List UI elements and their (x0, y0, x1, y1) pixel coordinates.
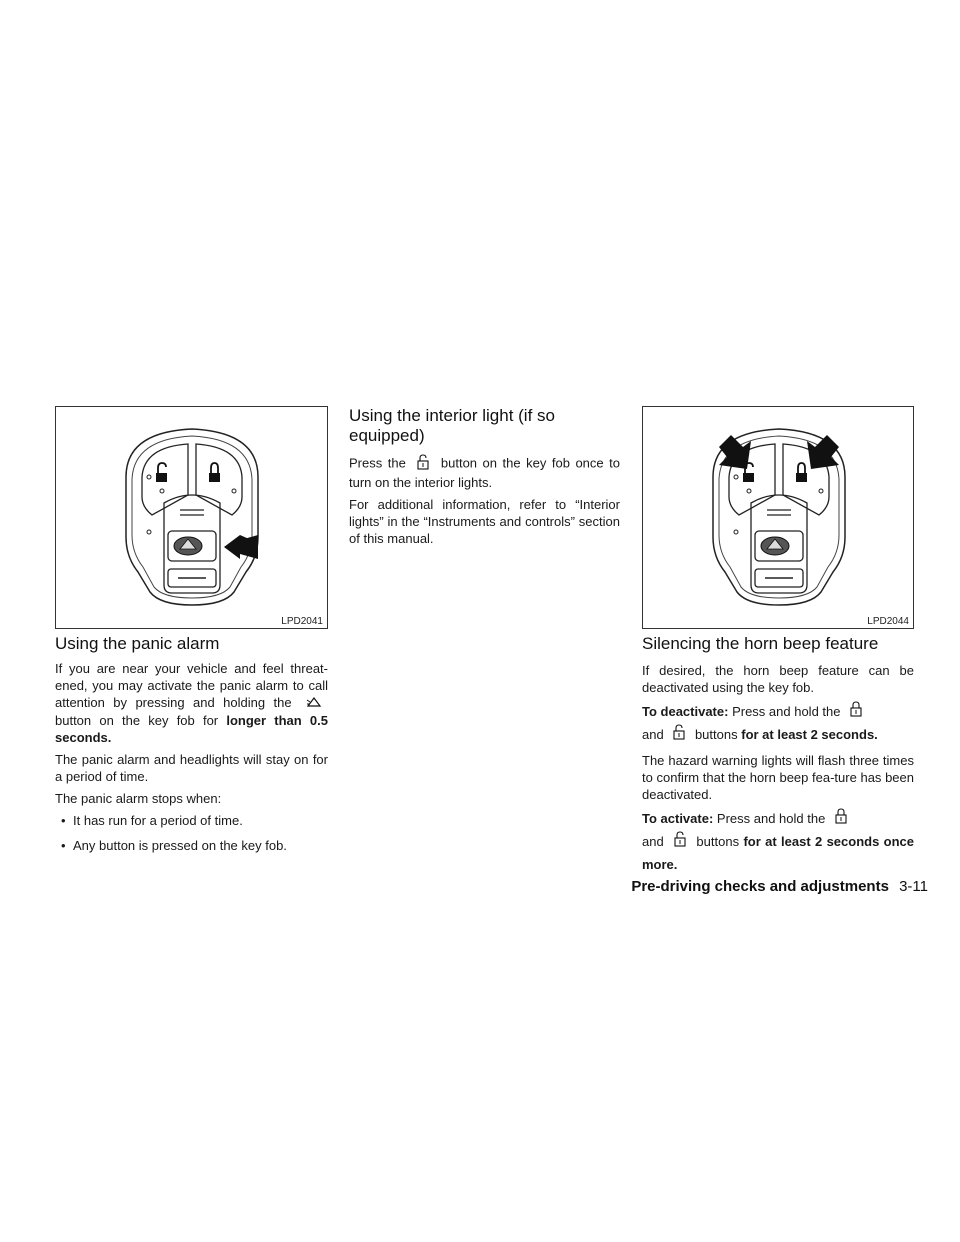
horn-beep-heading: Silencing the horn beep feature (642, 634, 879, 653)
hazard-confirmation-text: The hazard warning lights will flash three times to confirm that the horn beep fea-ture has been deactivated. (642, 753, 914, 803)
horn-beep-intro: If desired, the horn beep feature can be deactivated using the key fob. (642, 663, 914, 695)
interior-light-heading: Using the interior light (if so equipped) (349, 406, 555, 445)
interior-light-reference: For additional information, refer to “Interior lights” in the “Instruments and controls” section of this manual. (349, 497, 620, 546)
unlock-icon (673, 724, 685, 747)
interior-light-section (349, 406, 620, 552)
panic-alarm-figure (55, 406, 328, 629)
lock-icon (209, 463, 220, 482)
panic-alarm-section (55, 634, 328, 862)
horn-beep-section (642, 634, 914, 881)
list-item: • Any button is pressed on the key fob. (73, 837, 328, 854)
panic-alarm-stops-text: The panic alarm stops when: (55, 791, 222, 807)
panic-alarm-paragraph: If you are near your vehicle and feel threat-ened, you may activate the panic alarm to call attention by pressing and holding the button on the key fob for longer than 0.5 seconds. (55, 661, 328, 746)
unlock-icon (674, 831, 686, 854)
key-fob-illustration (643, 407, 915, 630)
page-footer (588, 878, 928, 895)
section-title: Pre-driving checks and adjustments (631, 878, 889, 895)
unlock-icon (417, 454, 429, 474)
page-number: 3-11 (899, 878, 928, 895)
activate-instructions: To activate: Press and hold the and buttons for at least 2 seconds once more. (642, 808, 914, 876)
deactivate-instructions: To deactivate: Press and hold the and buttons for at least 2 seconds. (642, 701, 914, 747)
unlock-icon (156, 463, 167, 482)
lock-icon (850, 701, 862, 724)
interior-light-paragraph: Press the button on the key fob once to turn on the interior lights. (349, 455, 620, 490)
figure-label: LPD2041 (281, 616, 323, 627)
lock-icon (835, 808, 847, 831)
key-fob-illustration (56, 407, 329, 630)
panic-alarm-heading: Using the panic alarm (55, 634, 220, 653)
panic-alarm-icon (306, 695, 322, 712)
figure-label: LPD2044 (867, 616, 909, 627)
list-item: • It has run for a period of time. (73, 812, 328, 829)
panic-alarm-duration-text: The panic alarm and headlights will stay on for a period of time. (55, 752, 328, 785)
horn-beep-figure (642, 406, 914, 629)
lock-icon (796, 463, 807, 482)
panic-alarm-stop-list (55, 812, 328, 854)
